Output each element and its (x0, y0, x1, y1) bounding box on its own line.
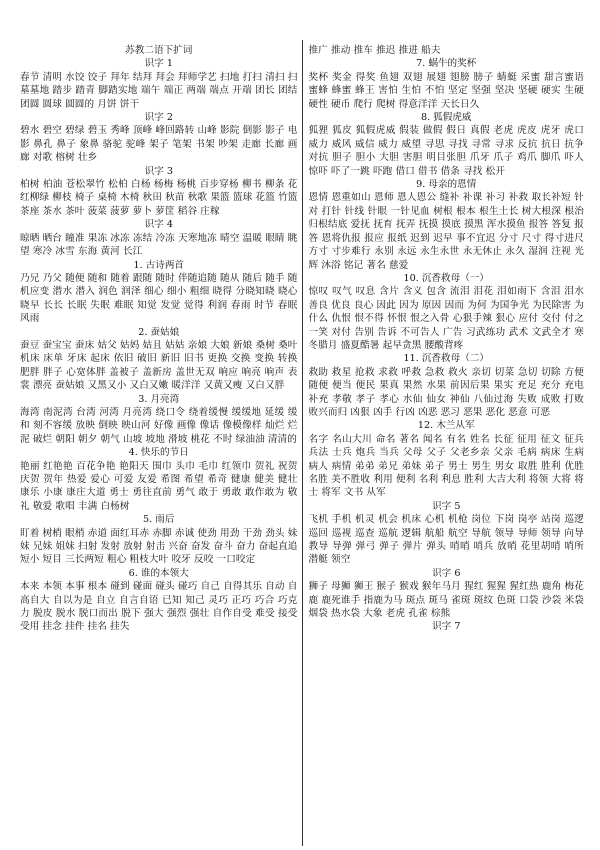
word-list-paragraph: 惊叹 叹气 叹息 含片 含义 包含 流泪 泪花 泪如雨下 含泪 泪水 善良 优良 良心 因此 因为 原因 因而 为何 为国争光 为民除害 为什么 仇恨 恨不得 怀恨 恨之入骨 心狠手辣 狠心 应付 交付 付之一笑 对付 告别 告诉 不可告人 广告 习武练功 武术 文武全才 寒冬腊月 盛夏酷暑 起早贪黑 腰酸背疼 (308, 286, 584, 351)
section-heading: 5. 雨后 (143, 514, 175, 526)
word-list-paragraph: 飞机 手机 机灵 机会 机床 心机 机枪 岗位 下岗 岗亭 站岗 巡逻 巡回 巡视 巡查 巡航 逻辑 航船 航空 导航 领导 导师 领导 向导 教导 导弹 弹弓 弹子 弹片 弹头 哨哨 哨兵 放哨 花里胡哨 哨所 潜艇 领空 (308, 514, 584, 566)
section-heading: 识字 3 (144, 165, 173, 177)
word-list-paragraph: 奖杯 奖金 得奖 鱼翅 双翅 展翅 翅膀 膀子 蜻蜓 采蜜 甜言蜜语 蜜蜂 蜂蜜 蜂王 害怕 生怕 不怕 坚定 坚强 坚决 坚硬 硬实 生硬 硬性 硬币 爬行 爬树 得意洋洋 天长日久 (308, 71, 584, 110)
section-heading: 识字 1 (144, 58, 173, 70)
section-heading: 11. 沉香救母（二） (403, 353, 489, 365)
section-heading: 3. 月亮湾 (138, 393, 180, 405)
word-list-paragraph: 海湾 南泥湾 台湾 河湾 月亮湾 绕口令 绕着缓慢 缓缓地 延缓 缓和 刻不容缓 放映 倒映 映山河 好像 画像 像话 像模像样 灿烂 烂泥 破烂 朝阳 朝夕 朝气 山坡 坡地 滑坡 桃花 不时 绿油油 清清的 (20, 406, 298, 445)
word-list-paragraph: 艳丽 红艳艳 百花争艳 艳阳天 围巾 头巾 毛巾 红领巾 贺礼 祝贺 庆贺 贺年 热爱 爱心 可爱 友爱 希图 希望 希奇 健康 健美 健壮 康乐 小康 康庄大道 勇士 勇往直前 勇气 敢于 勇敢 敢作敢为 敬礼 敬爱 歌唱 丰满 白杨树 (20, 460, 298, 512)
section-heading: 10. 沉香救母（一） (403, 272, 489, 284)
left-column-content (20, 57, 298, 633)
section-heading: 识字 5 (432, 500, 461, 512)
word-list-paragraph: 狮子 母狮 狮王 猴子 猴戏 猴年马月 猩红 猩猩 猩红热 鹿角 梅花鹿 鹿死谁手 指鹿为马 斑点 斑马 雀斑 斑纹 色斑 口袋 沙袋 米袋 烟袋 热水袋 大象 老虎 孔雀 棕熊 (308, 581, 584, 620)
word-list-paragraph: 救助 救星 抢救 求救 呼救 急救 救火 亲切 切菜 急切 切除 方便 随便 便当 便民 果真 果然 水果 前因后果 果实 充足 充分 充电 补充 孝敬 孝子 孝心 水仙 仙女 神仙 八仙过海 失败 成败 打败 败兴而归 凶狠 凶手 行凶 凶恶 恶习 恶果 恶化 恶意 可恶 (308, 366, 584, 418)
word-list-paragraph: 本来 本领 本事 根本 碰到 碰面 碰头 碰巧 自己 自得其乐 自动 自高自大 自以为是 自立 自言自语 已知 知己 灵巧 正巧 巧合 巧克力 脱皮 脱水 脱口而出 脱下 强大 强烈 强壮 自作自受 难受 接受 受用 挂念 挂件 挂名 挂失 (20, 581, 298, 633)
section-heading: 12. 木兰从军 (417, 420, 475, 432)
section-heading: 6. 谁的本领大 (128, 567, 189, 579)
word-list-paragraph: 名字 名山大川 命名 著名 闻名 有名 姓名 长征 征用 征文 征兵 兵法 士兵 炮兵 当兵 父母 父子 父老乡亲 父亲 毛病 病床 生病 病人 病情 弟弟 弟兄 弟妹 弟子 男士 男生 男女 取胜 胜利 优胜 名胜 美不胜收 利用 便利 名利 利息 胜利 大吉大利 将领 大将 将士 将军 文书 从军 (308, 433, 584, 499)
section-heading: 9. 母亲的恩情 (416, 179, 477, 191)
section-heading: 8. 狐假虎威 (420, 112, 472, 124)
word-list-paragraph: 狐狸 狐皮 狐假虎威 假装 做假 假日 真假 老虎 虎皮 虎牙 虎口 威力 威风 威信 威力 威望 寻思 寻找 寻常 寻求 反抗 抗日 抗争 对抗 胆子 胆小 大胆 害胆 明目张胆 爪牙 爪子 鸡爪 脚爪 吓人 惊吓 吓了一跳 吓跑 借口 借书 借条 寻找 松开 (308, 125, 584, 177)
document-title: 苏教二语下扩词 (125, 45, 193, 56)
section-heading: 识字 2 (144, 112, 173, 124)
word-list-paragraph: 盯着 树梢 眼梢 赤道 面红耳赤 赤脚 赤诚 使劲 用劲 干劲 劲头 妹妹 兄妹 姐妹 扫射 发射 放射 射击 兴奋 奋发 奋斗 奋力 奋起直追 短小 短目 三长两短 粗心 粗枝大叶 咬牙 反咬 一口咬定 (20, 527, 298, 566)
section-heading: 2. 蚕姑娘 (138, 326, 180, 338)
word-list-paragraph: 恩情 恩重如山 恩师 恩人恩公 缝补 补课 补习 补救 取长补短 针对 打针 针线 针眼 一针见血 树根 根本 根生土长 树大根深 根治 归根结底 爱抚 抚育 抚弄 抚摸 摸底 摸黑 浑水摸鱼 报答 答复 报答 恩将仇报 报应 报纸 迟到 迟早 事不宜迟 分寸 尺寸 得寸进尺 方寸 寸步难行 永别 永远 永生永世 永无休止 永久 湿润 注视 光辉 沐浴 铭记 著名 慈爱 (308, 192, 584, 271)
word-list-paragraph: 柏树 柏油 苍松翠竹 松柏 白杨 杨梅 杨桃 百步穿杨 柳书 柳条 花红柳绿 柳枝 椅子 桌椅 木椅 秋田 秋苗 秋歌 果篮 篮球 花篮 竹篮 茶座 茶水 茶叶 菠菜 菠萝 萝卜 萝筐 稻谷 庄稼 (20, 179, 298, 217)
section-heading: 7. 蜗牛的奖杯 (416, 58, 477, 70)
section-heading: 识字 7 (432, 621, 461, 633)
word-list-paragraph: 推广 推动 推车 推迟 推进 船夫 (308, 45, 441, 56)
word-list-paragraph: 春节 清明 水饺 饺子 拜年 结拜 拜会 拜师学艺 扫地 打扫 清扫 扫墓墓地 踏步 踏青 脚踏实地 端午 端正 两端 端点 开端 团长 团结 团圆 圆球 圆圆的 月饼 饼干 (20, 71, 298, 110)
right-column-content (309, 44, 585, 634)
right-column (303, 44, 585, 850)
word-list-paragraph: 蚕豆 蚕宝宝 蚕床 姑父 姑妈 姑且 姑姑 亲娘 大娘 新娘 桑树 桑叶 机床 床单 牙床 起床 依旧 破旧 新旧 旧书 更换 交换 变换 转换 肥胖 胖子 心宽体胖 盖被子 盖新房 盖世无双 响应 响亮 响声 表裳 漂亮 蚕姑娘 又黑又小 又白又嫩 暖洋洋 又黄又瘦 又白又胖 (20, 339, 298, 392)
word-list-paragraph: 乃兄 乃父 随便 随和 随着 跟随 随时 伴随追随 随从 随后 随手 随机应变 潜水 潜入 润色 润泽 细心 细小 粗细 晓得 分晓知晓 晓心 晓早 长长 长眠 失眠 难眠 知觉 发觉 觉得 利润 春雨 时节 春眠 风雨 (20, 272, 298, 325)
left-column (20, 44, 302, 850)
section-heading: 1. 古诗两首 (133, 259, 185, 271)
word-list-paragraph: 碧水 碧空 碧绿 碧玉 秀峰 顶峰 峰回路转 山峰 影院 倒影 影子 电影 鼻孔 鼻子 象鼻 骆驼 驼峰 架子 笔架 书架 吵架 走廊 长廊 画廊 对歌 榕树 壮乡 (20, 125, 298, 164)
section-heading: 识字 4 (144, 219, 173, 231)
section-heading: 4. 快乐的节日 (128, 447, 189, 459)
word-list-paragraph: 晾晒 晒台 瞳准 果冻 冰冻 冻结 冷冻 天寒地冻 晴空 温暖 眼睛 眺望 寒冷 冰雪 东海 黄河 长江 (20, 232, 298, 258)
section-heading: 识字 6 (432, 567, 461, 579)
